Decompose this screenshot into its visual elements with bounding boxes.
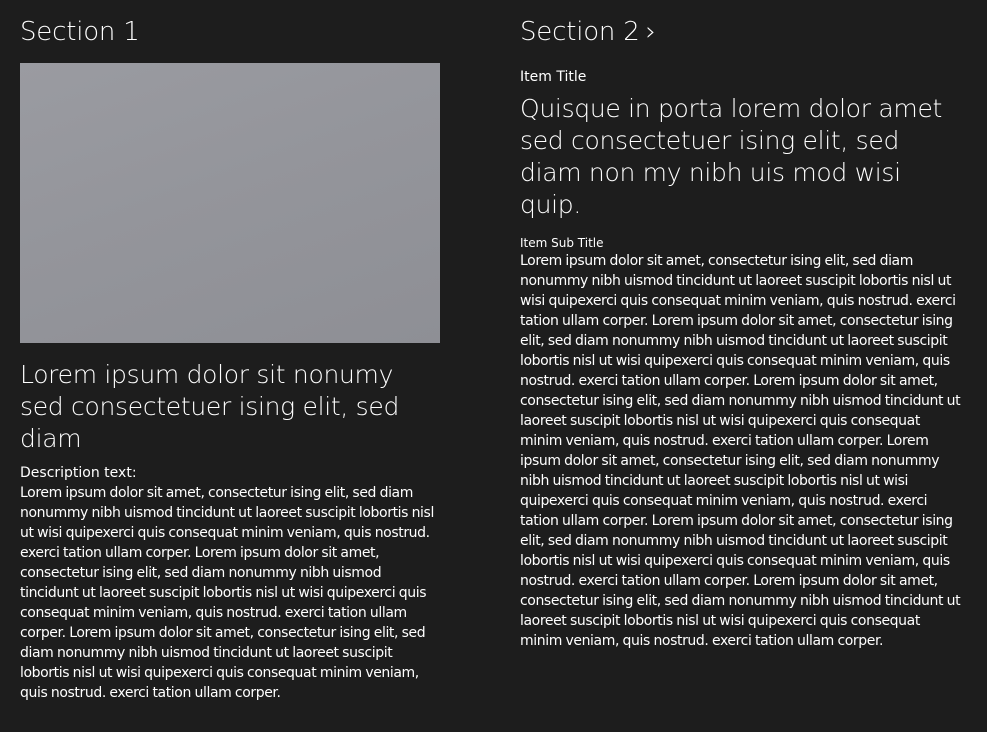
description-text: Lorem ipsum dolor sit amet, consectetur ising elit, sed diam nonummy nibh uismod tincidunt ut laoreet suscipit lobortis nisl ut wisi quipexerci quis consequat minim veniam, quis nostrud. exerci tation ullam corper. Lorem ipsum dolor sit amet, consectetur ising elit, sed diam nonummy nibh uismod tincidunt ut laoreet suscipit lobortis nisl ut wisi quipexerci quis consequat minim veniam, quis nostrud. exerci tation ullam corper. Lorem ipsum dolor sit amet, consectetur ising elit, sed diam nonummy nibh uismod tincidunt ut laoreet suscipit lobortis nisl ut wisi quipexerci quis consequat minim veniam, quis nostrud. exerci tation ullam corper. [20,485,434,701]
section-1 [20,14,440,703]
section-1-item-heading: Lorem ipsum dolor sit nonumy sed consectetuer ising elit, sed diam [20,360,400,453]
section-2 [520,14,965,651]
section-2-title: Section 2 [520,17,640,47]
section-1-title: Section 1 [20,17,140,47]
chevron-right-icon: › [645,17,656,47]
section-1-header[interactable] [20,14,440,50]
item-subtitle: Item Sub Title [520,236,604,250]
item-title: Item Title [520,69,587,85]
section-2-header[interactable] [520,14,965,50]
description-label: Description text: [20,465,137,481]
section-2-item-heading: Quisque in porta lorem dolor amet sed consectetuer ising elit, sed diam non my nibh uis mod wisi quip. [520,94,943,219]
item-body-text: Lorem ipsum dolor sit amet, consectetur ising elit, sed diam nonummy nibh uismod tincidunt ut laoreet suscipit lobortis nisl ut wisi quipexerci quis consequat minim veniam, quis nostrud. exerci tation ullam corper. Lorem ipsum dolor sit amet, consectetur ising elit, sed diam nonummy nibh uismod tincidunt ut laoreet suscipit lobortis nisl ut wisi quipexerci quis consequat minim veniam, quis nostrud. exerci tation ullam corper. Lorem ipsum dolor sit amet, consectetur ising elit, sed diam nonummy nibh uismod tincidunt ut laoreet suscipit lobortis nisl ut wisi quipexerci quis consequat minim veniam, quis nostrud. exerci tation ullam corper. Lorem ipsum dolor sit amet, consectetur ising elit, sed diam nonummy nibh uismod tincidunt ut laoreet suscipit lobortis nisl ut wisi quipexerci quis consequat minim veniam, quis nostrud. exerci tation ullam corper. Lorem ipsum dolor sit amet, consectetur ising elit, sed diam nonummy nibh uismod tincidunt ut laoreet suscipit lobortis nisl ut wisi quipexerci quis consequat minim veniam, quis nostrud. exerci tation ullam corper. Lorem ipsum dolor sit amet, consectetur ising elit, sed diam nonummy nibh uismod tincidunt ut laoreet suscipit lobortis nisl ut wisi quipexerci quis consequat minim veniam, quis nostrud. exerci tation ullam corper. [520,253,961,649]
hero-image[interactable] [20,63,440,343]
